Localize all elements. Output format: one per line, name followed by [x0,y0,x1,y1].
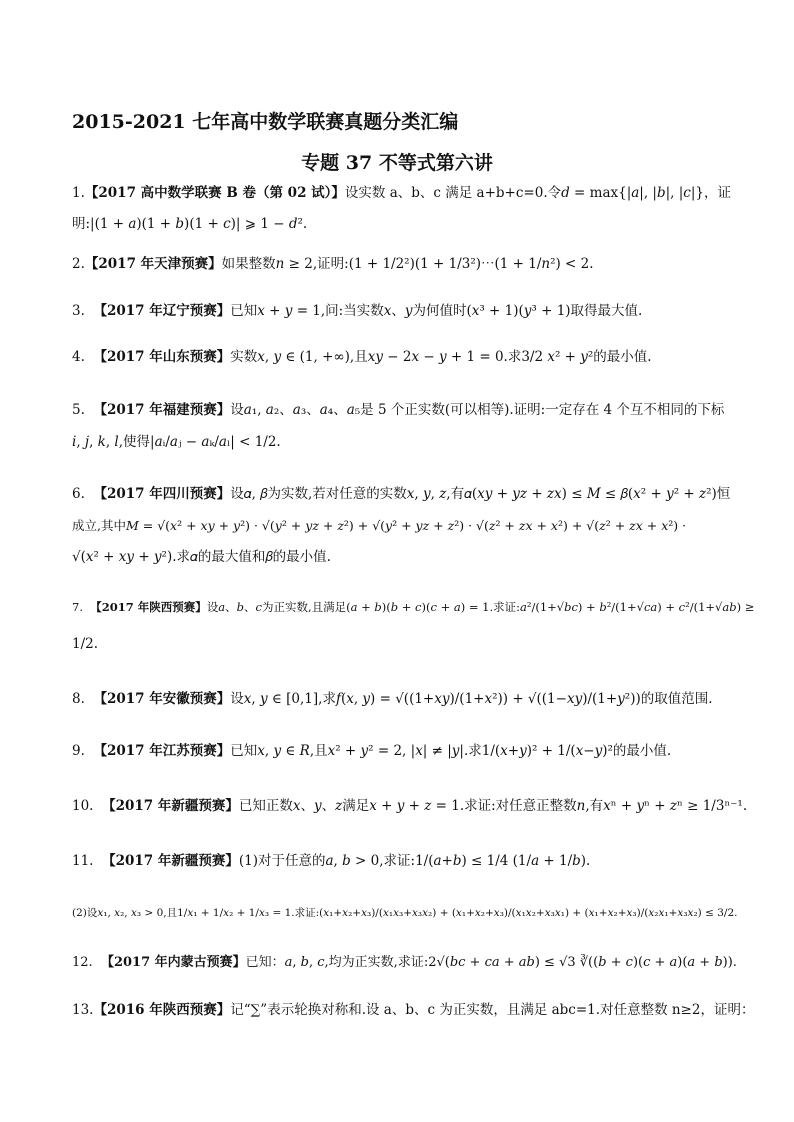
problem-7-line-1: 7. 【2017 年陕西预赛】设𝑎、𝑏、𝑐为正实数,且满足(𝑎 + 𝑏)(𝑏 + 𝑐)(𝑐 + 𝑎) = 1.求证:𝑎²/(1+√𝑏𝑐) + 𝑏²/(1+√𝑐𝑎) + 𝑐²/(1+√𝑎𝑏) ≥ [72,600,755,614]
problem-5-line-1: 5. 【2017 年福建预赛】设𝑎₁, 𝑎₂、𝑎₃、𝑎₄、𝑎₅是 5 个正实数(可以相等).证明:一定存在 4 个互不相同的下标 [72,402,725,418]
problem-11-line-1: 11. 【2017 年新疆预赛】(1)对于任意的𝑎, 𝑏 > 0,求证:1/(𝑎+𝑏) ≤ 1/4 (1/𝑎 + 1/𝑏). [72,853,591,869]
problem-6-line-2: 成立,其中𝑀 = √(𝑥² + 𝑥𝑦 + 𝑦²) · √(𝑦² + 𝑦𝑧 + 𝑧²) + √(𝑦² + 𝑦𝑧 + 𝑧²) · √(𝑧² + 𝑧𝑥 + 𝑥²) + √(𝑧² + 𝑧𝑥 + 𝑥²) · [72,518,687,533]
problem-6-line-1: 6. 【2017 年四川预赛】设𝛼, 𝛽为实数,若对任意的实数𝑥, 𝑦, 𝑧,有𝛼(𝑥𝑦 + 𝑦𝑧 + 𝑧𝑥) ≤ 𝑀 ≤ 𝛽(𝑥² + 𝑦² + 𝑧²)恒 [72,486,731,502]
problem-5-line-2: 𝑖, 𝑗, 𝑘, 𝑙,使得|𝑎ᵢ/𝑎ⱼ − 𝑎ₖ/𝑎ₗ| < 1/2. [72,434,281,450]
problem-12-line-1: 12. 【2017 年内蒙古预赛】已知：𝑎, 𝑏, 𝑐,均为正实数,求证:2√(𝑏𝑐 + 𝑐𝑎 + 𝑎𝑏) ≤ √3 ∛((𝑏 + 𝑐)(𝑐 + 𝑎)(𝑎 + 𝑏)). [72,955,737,970]
problem-13-line-1: 13.【2016 年陕西预赛】记“∑”表示轮换对称和.设 a、b、c 为正实数，且满足 abc=1.对任意整数 n≥2，证明： [72,1002,755,1018]
page-subtitle: 专题 37 不等式第六讲 [301,152,493,174]
problem-1-line-1: 1.【2017 高中数学联赛 B 卷（第 02 试）】设实数 a、b、c 满足 a+b+c=0.令𝑑 = max{|𝑎|, |𝑏|, |𝑐|}，证 [72,185,731,201]
problem-9-line-1: 9. 【2017 年江苏预赛】已知𝑥, 𝑦 ∈ 𝑅,且𝑥² + 𝑦² = 2, |𝑥| ≠ |𝑦|.求1/(𝑥+𝑦)² + 1/(𝑥−𝑦)²的最小值. [72,743,672,759]
problem-11-line-2: (2)设𝑥₁, 𝑥₂, 𝑥₃ > 0,且1/𝑥₁ + 1/𝑥₂ + 1/𝑥₃ = 1.求证:(𝑥₁+𝑥₂+𝑥₃)/(𝑥₁𝑥₃+𝑥₃𝑥₂) + (𝑥₁+𝑥₂+𝑥₃)/(𝑥₁𝑥₂+𝑥₃𝑥₁) + (𝑥₁+𝑥₂+𝑥₃)/(𝑥₂𝑥₁+𝑥₃𝑥₂) ≤ 3/2. [72,907,738,919]
problem-6-line-3: √(𝑥² + 𝑥𝑦 + 𝑦²).求𝛼的最大值和𝛽的最小值. [72,549,331,565]
problem-7-line-2: 1/2. [72,636,99,652]
problem-8-line-1: 8. 【2017 年安徽预赛】设𝑥, 𝑦 ∈ [0,1],求𝑓(𝑥, 𝑦) = √((1+𝑥𝑦)/(1+𝑥²)) + √((1−𝑥𝑦)/(1+𝑦²))的取值范围. [72,691,713,707]
problem-4-line-1: 4. 【2017 年山东预赛】实数𝑥, 𝑦 ∈ (1, +∞),且𝑥𝑦 − 2𝑥 − 𝑦 + 1 = 0.求3/2 𝑥² + 𝑦²的最小值. [72,349,652,365]
problem-2-line-1: 2.【2017 年天津预赛】如果整数𝑛 ≥ 2,证明:(1 + 1/2²)(1 + 1/3²)⋯(1 + 1/𝑛²) < 2. [72,256,594,272]
page-title: 2015-2021 七年高中数学联赛真题分类汇编 [72,111,459,133]
problem-1-line-2: 明:|(1 + 𝑎)(1 + 𝑏)(1 + 𝑐)| ⩾ 1 − 𝑑². [72,216,308,232]
problem-10-line-1: 10. 【2017 年新疆预赛】已知正数𝑥、𝑦、𝑧满足𝑥 + 𝑦 + 𝑧 = 1.求证:对任意正整数𝑛,有𝑥ⁿ + 𝑦ⁿ + 𝑧ⁿ ≥ 1/3ⁿ⁻¹. [72,798,748,814]
problem-3-line-1: 3. 【2017 年辽宁预赛】已知𝑥 + 𝑦 = 1,问:当实数𝑥、𝑦为何值时(𝑥³ + 1)(𝑦³ + 1)取得最大值. [72,303,643,319]
